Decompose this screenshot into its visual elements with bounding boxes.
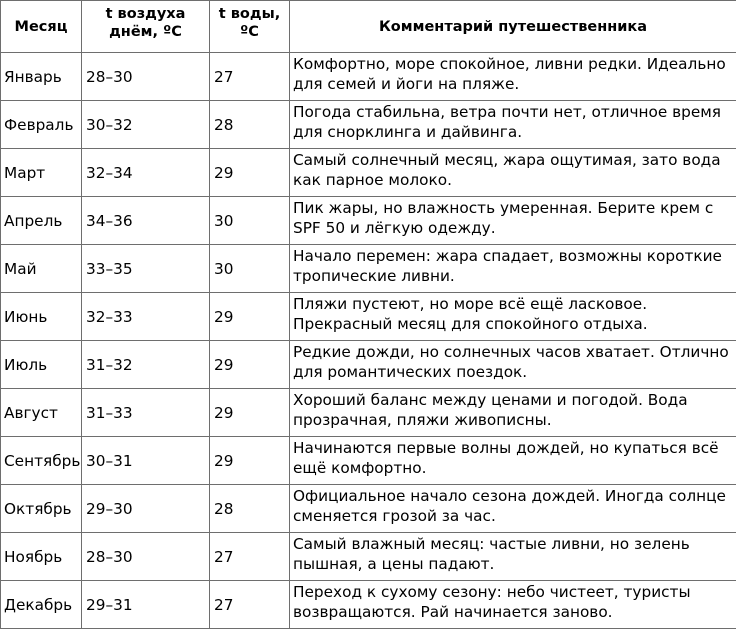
cell-comment: Самый солнечный месяц, жара ощутимая, зато вода как парное молоко. (290, 149, 736, 197)
cell-comment: Официальное начало сезона дождей. Иногда солнце сменяется грозой за час. (290, 485, 736, 533)
header-air-temp-line1: t воздуха (106, 6, 186, 22)
table-header (1, 1, 736, 53)
table-row (1, 53, 736, 101)
cell-month: Июнь (1, 293, 82, 341)
cell-month: Ноябрь (1, 533, 82, 581)
cell-air-temp: 33–35 (82, 245, 210, 293)
header-air-temp-line2: днём, ºC (109, 24, 182, 40)
cell-water-temp: 29 (210, 389, 290, 437)
cell-water-temp: 29 (210, 341, 290, 389)
cell-air-temp: 28–30 (82, 533, 210, 581)
cell-air-temp: 28–30 (82, 53, 210, 101)
table-row (1, 245, 736, 293)
cell-month: Февраль (1, 101, 82, 149)
table-row (1, 485, 736, 533)
cell-comment: Редкие дожди, но солнечных часов хватает. Отлично для романтических поездок. (290, 341, 736, 389)
cell-month: Июль (1, 341, 82, 389)
table-row (1, 149, 736, 197)
header-comment: Комментарий путешественника (290, 1, 736, 53)
cell-month: Сентябрь (1, 437, 82, 485)
table-row (1, 197, 736, 245)
header-month: Месяц (1, 1, 82, 53)
cell-air-temp: 32–33 (82, 293, 210, 341)
cell-month: Апрель (1, 197, 82, 245)
cell-comment: Погода стабильна, ветра почти нет, отличное время для снорклинга и дайвинга. (290, 101, 736, 149)
cell-water-temp: 29 (210, 437, 290, 485)
cell-month: Март (1, 149, 82, 197)
header-water-temp (210, 1, 290, 53)
cell-air-temp: 31–32 (82, 341, 210, 389)
cell-water-temp: 28 (210, 101, 290, 149)
cell-air-temp: 29–30 (82, 485, 210, 533)
table-row (1, 389, 736, 437)
cell-air-temp: 32–34 (82, 149, 210, 197)
cell-comment: Переход к сухому сезону: небо чистеет, туристы возвращаются. Рай начинается заново. (290, 581, 736, 629)
cell-water-temp: 29 (210, 149, 290, 197)
cell-comment: Пляжи пустеют, но море всё ещё ласковое. Прекрасный месяц для спокойного отдыха. (290, 293, 736, 341)
table-row (1, 293, 736, 341)
cell-water-temp: 27 (210, 581, 290, 629)
cell-month: Октябрь (1, 485, 82, 533)
cell-water-temp: 29 (210, 293, 290, 341)
cell-comment: Самый влажный месяц: частые ливни, но зелень пышная, а цены падают. (290, 533, 736, 581)
table-row (1, 101, 736, 149)
cell-comment: Начало перемен: жара спадает, возможны короткие тропические ливни. (290, 245, 736, 293)
cell-comment: Начинаются первые волны дождей, но купаться всё ещё комфортно. (290, 437, 736, 485)
header-row (1, 1, 736, 53)
cell-air-temp: 30–32 (82, 101, 210, 149)
table-row (1, 533, 736, 581)
cell-air-temp: 29–31 (82, 581, 210, 629)
header-air-temp (82, 1, 210, 53)
cell-air-temp: 34–36 (82, 197, 210, 245)
cell-month: Август (1, 389, 82, 437)
cell-comment: Пик жары, но влажность умеренная. Берите крем с SPF 50 и лёгкую одежду. (290, 197, 736, 245)
cell-comment: Комфортно, море спокойное, ливни редки. Идеально для семей и йоги на пляже. (290, 53, 736, 101)
cell-month: Май (1, 245, 82, 293)
cell-water-temp: 28 (210, 485, 290, 533)
table-body (1, 53, 736, 629)
cell-water-temp: 30 (210, 197, 290, 245)
cell-comment: Хороший баланс между ценами и погодой. Вода прозрачная, пляжи живописны. (290, 389, 736, 437)
table-row (1, 581, 736, 629)
cell-water-temp: 27 (210, 533, 290, 581)
cell-water-temp: 27 (210, 53, 290, 101)
table-row (1, 341, 736, 389)
cell-water-temp: 30 (210, 245, 290, 293)
cell-month: Декабрь (1, 581, 82, 629)
cell-air-temp: 31–33 (82, 389, 210, 437)
table-row (1, 437, 736, 485)
header-water-temp-line2: ºC (240, 24, 259, 40)
cell-air-temp: 30–31 (82, 437, 210, 485)
header-water-temp-line1: t воды, (219, 6, 280, 22)
cell-month: Январь (1, 53, 82, 101)
